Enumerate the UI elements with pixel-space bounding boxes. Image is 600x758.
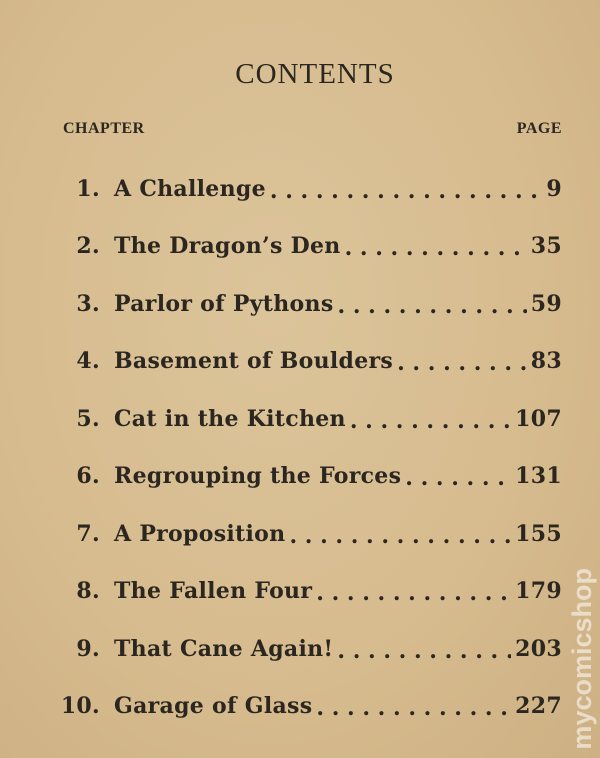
contents-entry xyxy=(56,275,562,333)
chapter-title: A Challenge xyxy=(114,175,266,202)
contents-entry xyxy=(56,218,562,276)
chapter-title: Parlor of Pythons xyxy=(114,290,334,317)
dot-leader xyxy=(350,405,511,433)
dot-leader xyxy=(316,692,511,720)
chapter-title: Regrouping the Forces xyxy=(114,463,402,490)
contents-entry xyxy=(56,620,562,678)
dot-leader xyxy=(397,347,527,375)
contents-heading: CONTENTS xyxy=(235,58,395,90)
chapter-number: 4. xyxy=(76,348,100,375)
contents-entry xyxy=(56,448,562,506)
chapter-number: 6. xyxy=(76,463,100,490)
chapter-number: 8. xyxy=(76,578,100,605)
contents-entry xyxy=(56,563,562,621)
page-number: 131 xyxy=(515,463,562,490)
chapter-title: The Fallen Four xyxy=(114,578,313,605)
page-number: 35 xyxy=(530,233,562,260)
dot-leader xyxy=(338,290,527,318)
page-number: 227 xyxy=(515,693,562,720)
page-number: 59 xyxy=(530,290,562,317)
chapter-number: 5. xyxy=(76,405,100,432)
contents-entry xyxy=(56,333,562,391)
chapter-title: Basement of Boulders xyxy=(114,348,394,375)
chapter-title: A Proposition xyxy=(114,520,286,547)
chapter-title: That Cane Again! xyxy=(114,635,334,662)
page-number: 203 xyxy=(515,635,562,662)
watermark: mycomicshop xyxy=(567,568,597,750)
chapter-column-header: CHAPTER xyxy=(63,120,145,137)
chapter-number: 7. xyxy=(76,520,100,547)
chapter-number: 1. xyxy=(76,175,100,202)
dot-leader xyxy=(337,635,511,663)
dot-leader xyxy=(316,577,511,605)
chapter-title: The Dragon’s Den xyxy=(114,233,341,260)
dot-leader xyxy=(270,175,543,203)
page-number: 9 xyxy=(546,175,562,202)
page-number: 179 xyxy=(515,578,562,605)
chapter-number: 2. xyxy=(76,233,100,260)
contents-entry xyxy=(56,505,562,563)
chapter-title: Cat in the Kitchen xyxy=(114,405,346,432)
page-column-header: PAGE xyxy=(516,120,562,137)
chapter-number: 9. xyxy=(76,635,100,662)
dot-leader xyxy=(405,462,511,490)
dot-leader xyxy=(289,520,511,548)
page-number: 83 xyxy=(530,348,562,375)
contents-entry xyxy=(56,160,562,218)
contents-entry xyxy=(56,390,562,448)
chapter-title: Garage of Glass xyxy=(114,693,313,720)
page-number: 155 xyxy=(515,520,562,547)
dot-leader xyxy=(345,232,527,260)
chapter-number: 3. xyxy=(76,290,100,317)
contents-entry xyxy=(56,678,562,736)
chapter-number: 10. xyxy=(60,693,100,720)
page-number: 107 xyxy=(515,405,562,432)
contents-list xyxy=(56,160,562,735)
